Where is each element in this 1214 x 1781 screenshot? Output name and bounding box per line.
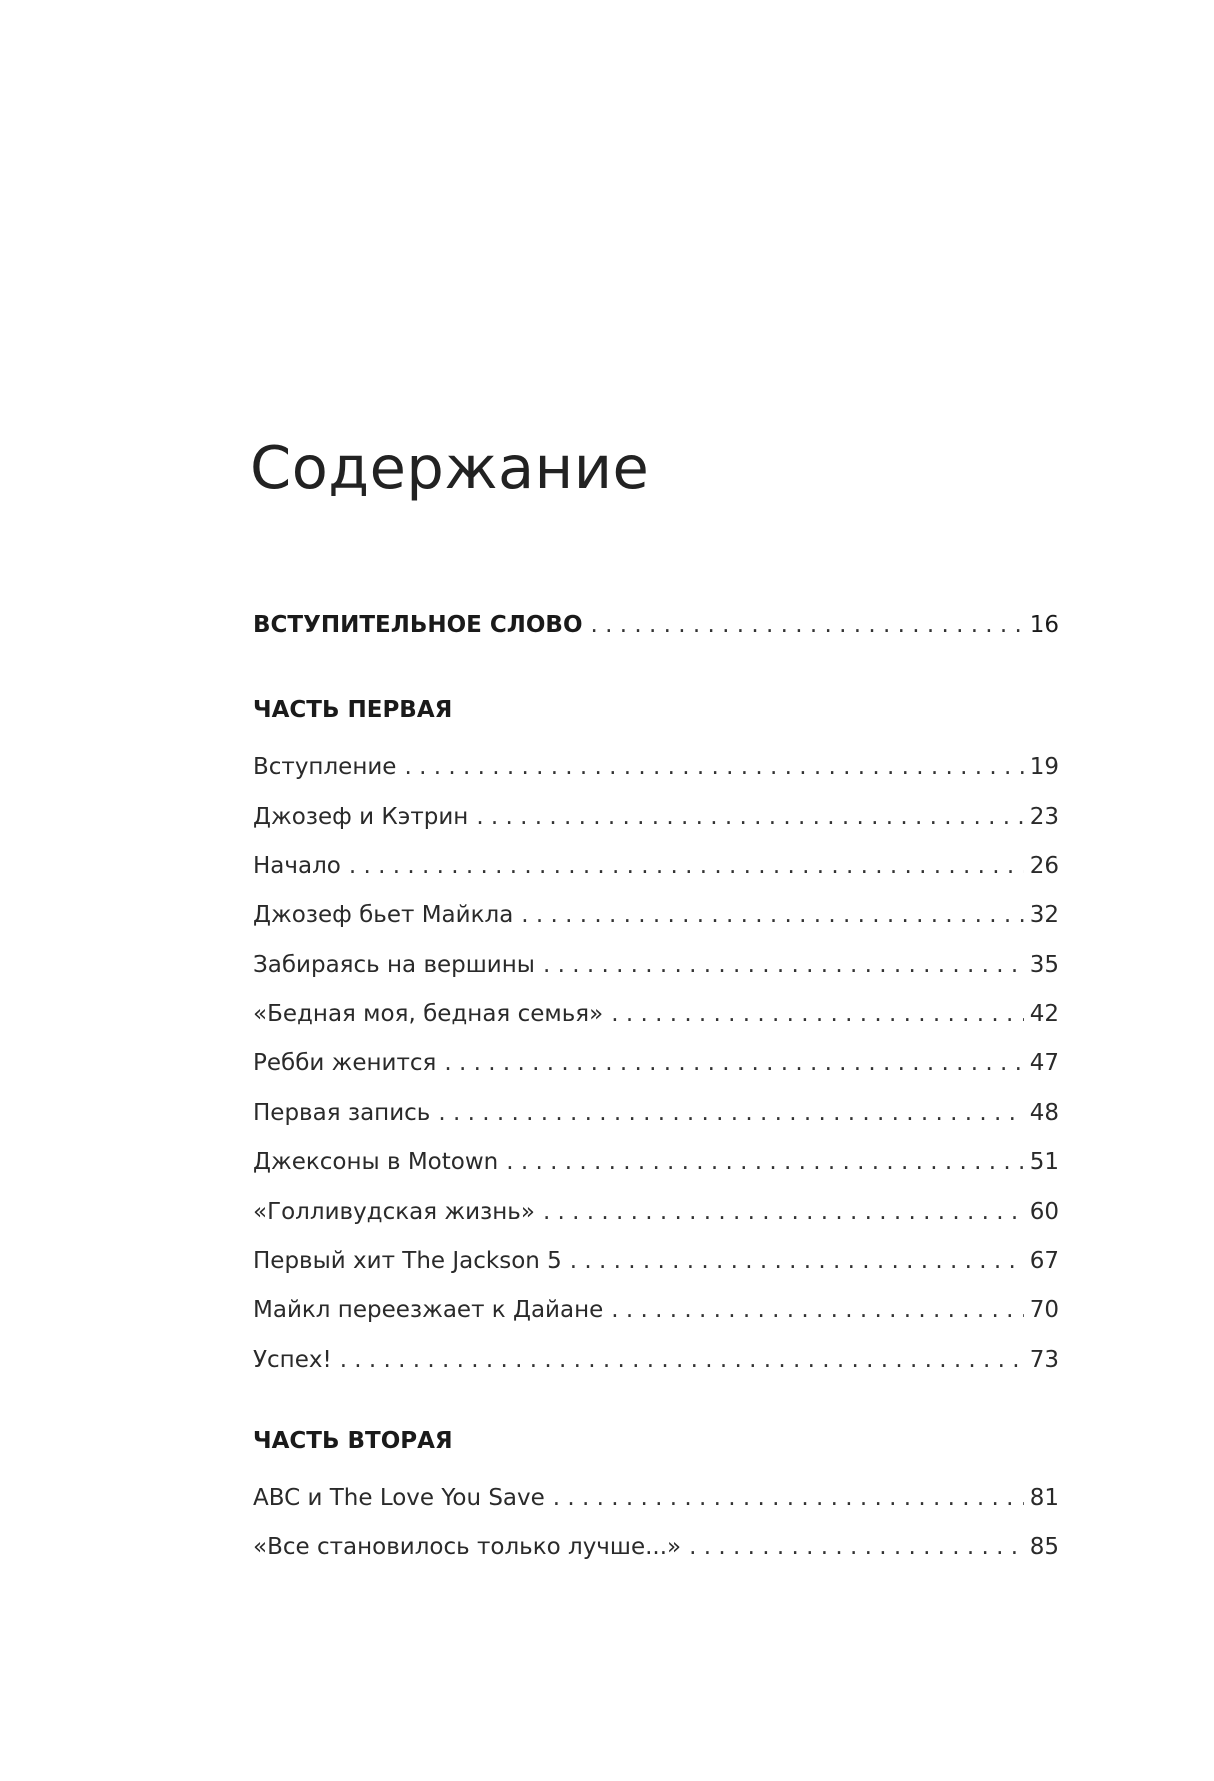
page-title: Содержание xyxy=(250,433,650,502)
toc-entry[interactable] xyxy=(253,1295,1059,1325)
toc-entry[interactable] xyxy=(253,1532,1059,1562)
toc-entry-label: Вступление xyxy=(253,754,397,780)
toc-entry[interactable] xyxy=(253,950,1059,980)
toc-entry[interactable] xyxy=(253,1483,1059,1513)
dot-leader xyxy=(340,1345,1024,1375)
toc-entry-label: «Все становилось только лучше...» xyxy=(253,1534,682,1560)
toc-entry[interactable] xyxy=(253,1098,1059,1128)
toc-page-number: 16 xyxy=(1029,612,1059,638)
toc-entry[interactable] xyxy=(253,1246,1059,1276)
toc-page-number: 42 xyxy=(1029,1001,1059,1027)
dot-leader xyxy=(611,1295,1023,1325)
toc-page-number: 81 xyxy=(1029,1485,1059,1511)
dot-leader xyxy=(611,999,1024,1029)
toc-entry-label: ABC и The Love You Save xyxy=(253,1485,545,1511)
toc-entry-label: ВСТУПИТЕЛЬНОЕ СЛОВО xyxy=(253,612,583,638)
toc-page-number: 35 xyxy=(1029,952,1059,978)
toc-entry-label: Первый хит The Jackson 5 xyxy=(253,1248,562,1274)
dot-leader xyxy=(570,1246,1024,1276)
toc-entry[interactable] xyxy=(253,900,1059,930)
toc-entry-label: Первая запись xyxy=(253,1100,431,1126)
dot-leader xyxy=(404,752,1023,782)
toc-page-number: 70 xyxy=(1029,1297,1059,1323)
toc-page-number: 48 xyxy=(1029,1100,1059,1126)
toc-entry[interactable] xyxy=(253,999,1059,1029)
toc-page-number: 32 xyxy=(1029,902,1059,928)
toc-entry-label: Джозеф и Кэтрин xyxy=(253,804,469,830)
dot-leader xyxy=(689,1532,1024,1562)
dot-leader xyxy=(543,1197,1024,1227)
toc-entry-label: Майкл переезжает к Дайане xyxy=(253,1297,604,1323)
toc-entry[interactable] xyxy=(253,1197,1059,1227)
toc-page-number: 19 xyxy=(1029,754,1059,780)
toc-entry-label: Джексоны в Motown xyxy=(253,1149,499,1175)
part-one-heading: ЧАСТЬ ПЕРВАЯ xyxy=(253,697,453,723)
toc-page-number: 60 xyxy=(1029,1199,1059,1225)
toc-entry-label: «Голливудская жизнь» xyxy=(253,1199,535,1225)
toc-entry-label: «Бедная моя, бедная семья» xyxy=(253,1001,604,1027)
toc-entry-label: Джозеф бьет Майкла xyxy=(253,902,514,928)
dot-leader xyxy=(476,802,1023,832)
toc-entry[interactable] xyxy=(253,851,1059,881)
toc-page-number: 26 xyxy=(1029,853,1059,879)
toc-page-number: 47 xyxy=(1029,1050,1059,1076)
dot-leader xyxy=(349,851,1024,881)
dot-leader xyxy=(438,1098,1023,1128)
toc-entry-intro[interactable] xyxy=(253,610,1059,640)
toc-entry-label: Успех! xyxy=(253,1347,332,1373)
toc-entry[interactable] xyxy=(253,802,1059,832)
dot-leader xyxy=(521,900,1023,930)
toc-page-number: 23 xyxy=(1029,804,1059,830)
toc-entry-label: Ребби женится xyxy=(253,1050,437,1076)
toc-entry-label: Забираясь на вершины xyxy=(253,952,535,978)
dot-leader xyxy=(553,1483,1024,1513)
toc-entry[interactable] xyxy=(253,1048,1059,1078)
dot-leader xyxy=(506,1147,1024,1177)
toc-page-number: 67 xyxy=(1029,1248,1059,1274)
toc-entry[interactable] xyxy=(253,1147,1059,1177)
toc-entry[interactable] xyxy=(253,1345,1059,1375)
part-two-heading: ЧАСТЬ ВТОРАЯ xyxy=(253,1428,453,1454)
dot-leader xyxy=(444,1048,1023,1078)
toc-entry-label: Начало xyxy=(253,853,341,879)
dot-leader xyxy=(591,610,1024,640)
toc-page-number: 51 xyxy=(1029,1149,1059,1175)
dot-leader xyxy=(543,950,1024,980)
toc-page-number: 73 xyxy=(1029,1347,1059,1373)
toc-page-number: 85 xyxy=(1029,1534,1059,1560)
toc-entry[interactable] xyxy=(253,752,1059,782)
